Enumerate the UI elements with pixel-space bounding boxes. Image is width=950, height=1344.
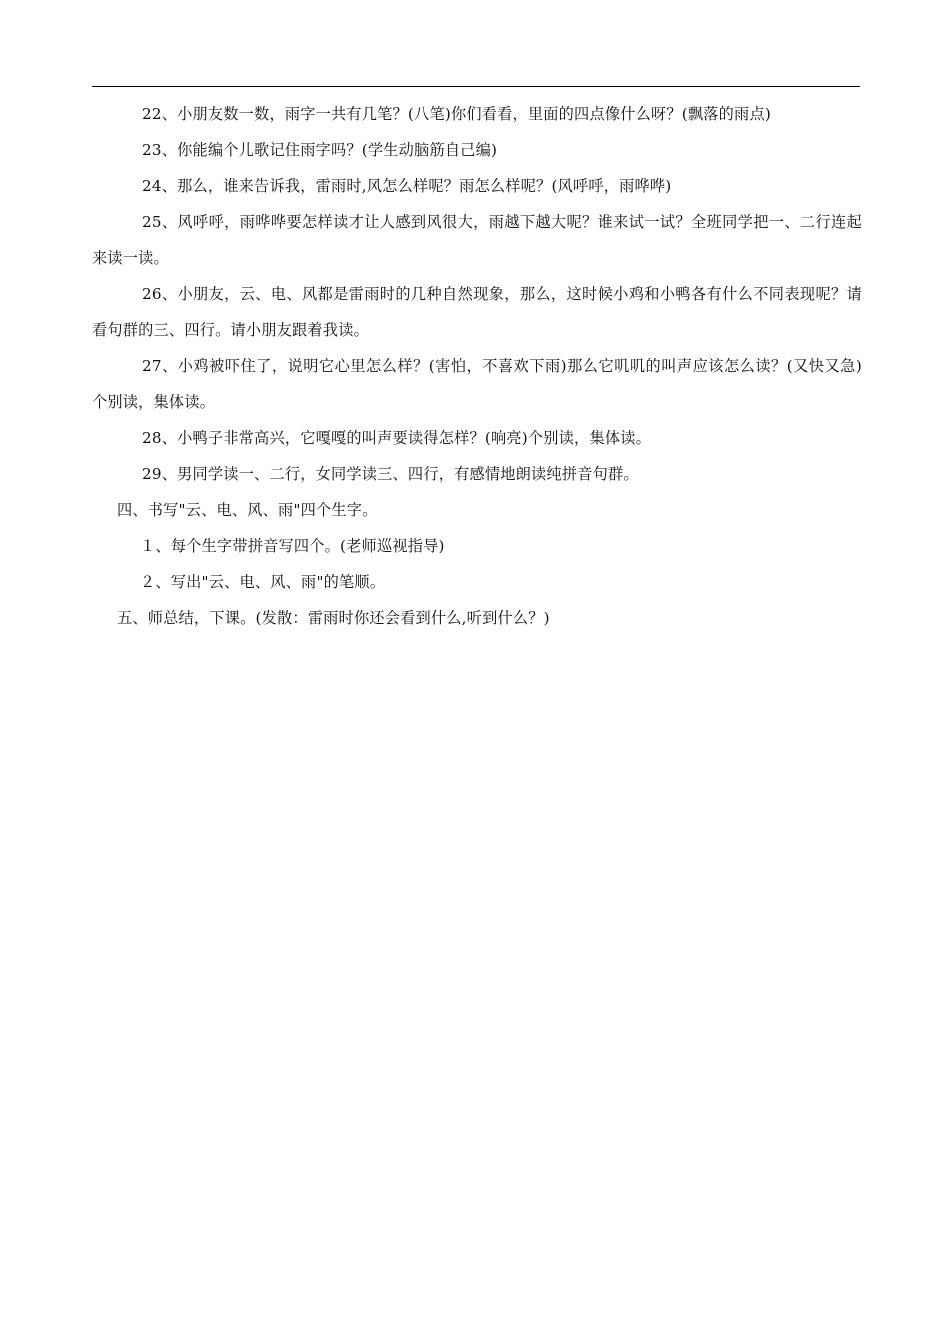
paragraph-26: 26、小朋友，云、电、风都是雷雨时的几种自然现象，那么，这时候小鸡和小鸭各有什么不同表现呢？请看句群的三、四行。请小朋友跟着我读。 <box>92 285 862 339</box>
paragraph-27: 27、小鸡被吓住了，说明它心里怎么样？(害怕，不喜欢下雨)那么它叽叽的叫声应该怎么读？(又快又急)个别读，集体读。 <box>92 357 862 411</box>
section-4-item-1: １、每个生字带拼音写四个。(老师巡视指导) <box>140 537 445 555</box>
section-4-item-2: ２、写出"云、电、风、雨"的笔顺。 <box>140 573 386 591</box>
paragraph-24: 24、那么，谁来告诉我，雷雨时,风怎么样呢？雨怎么样呢？(风呼呼，雨哗哗) <box>142 177 672 195</box>
document-body <box>92 96 862 636</box>
paragraph-25: 25、风呼呼，雨哗哗要怎样读才让人感到风很大，雨越下越大呢？谁来试一试？全班同学把一、二行连起来读一读。 <box>92 213 862 267</box>
section-5-heading: 五、师总结，下课。(发散：雷雨时你还会看到什么,听到什么？) <box>117 609 550 627</box>
header-rule <box>92 86 860 87</box>
paragraph-29: 29、男同学读一、二行，女同学读三、四行，有感情地朗读纯拼音句群。 <box>142 465 639 483</box>
paragraph-28: 28、小鸭子非常高兴，它嘎嘎的叫声要读得怎样？(响亮)个别读，集体读。 <box>142 429 651 447</box>
paragraph-22: 22、小朋友数一数，雨字一共有几笔？(八笔)你们看看，里面的四点像什么呀？(飘落的雨点) <box>142 105 771 123</box>
section-4-heading: 四、书写"云、电、风、雨"四个生字。 <box>117 501 378 519</box>
paragraph-23: 23、你能编个儿歌记住雨字吗？(学生动脑筋自己编) <box>142 141 498 159</box>
